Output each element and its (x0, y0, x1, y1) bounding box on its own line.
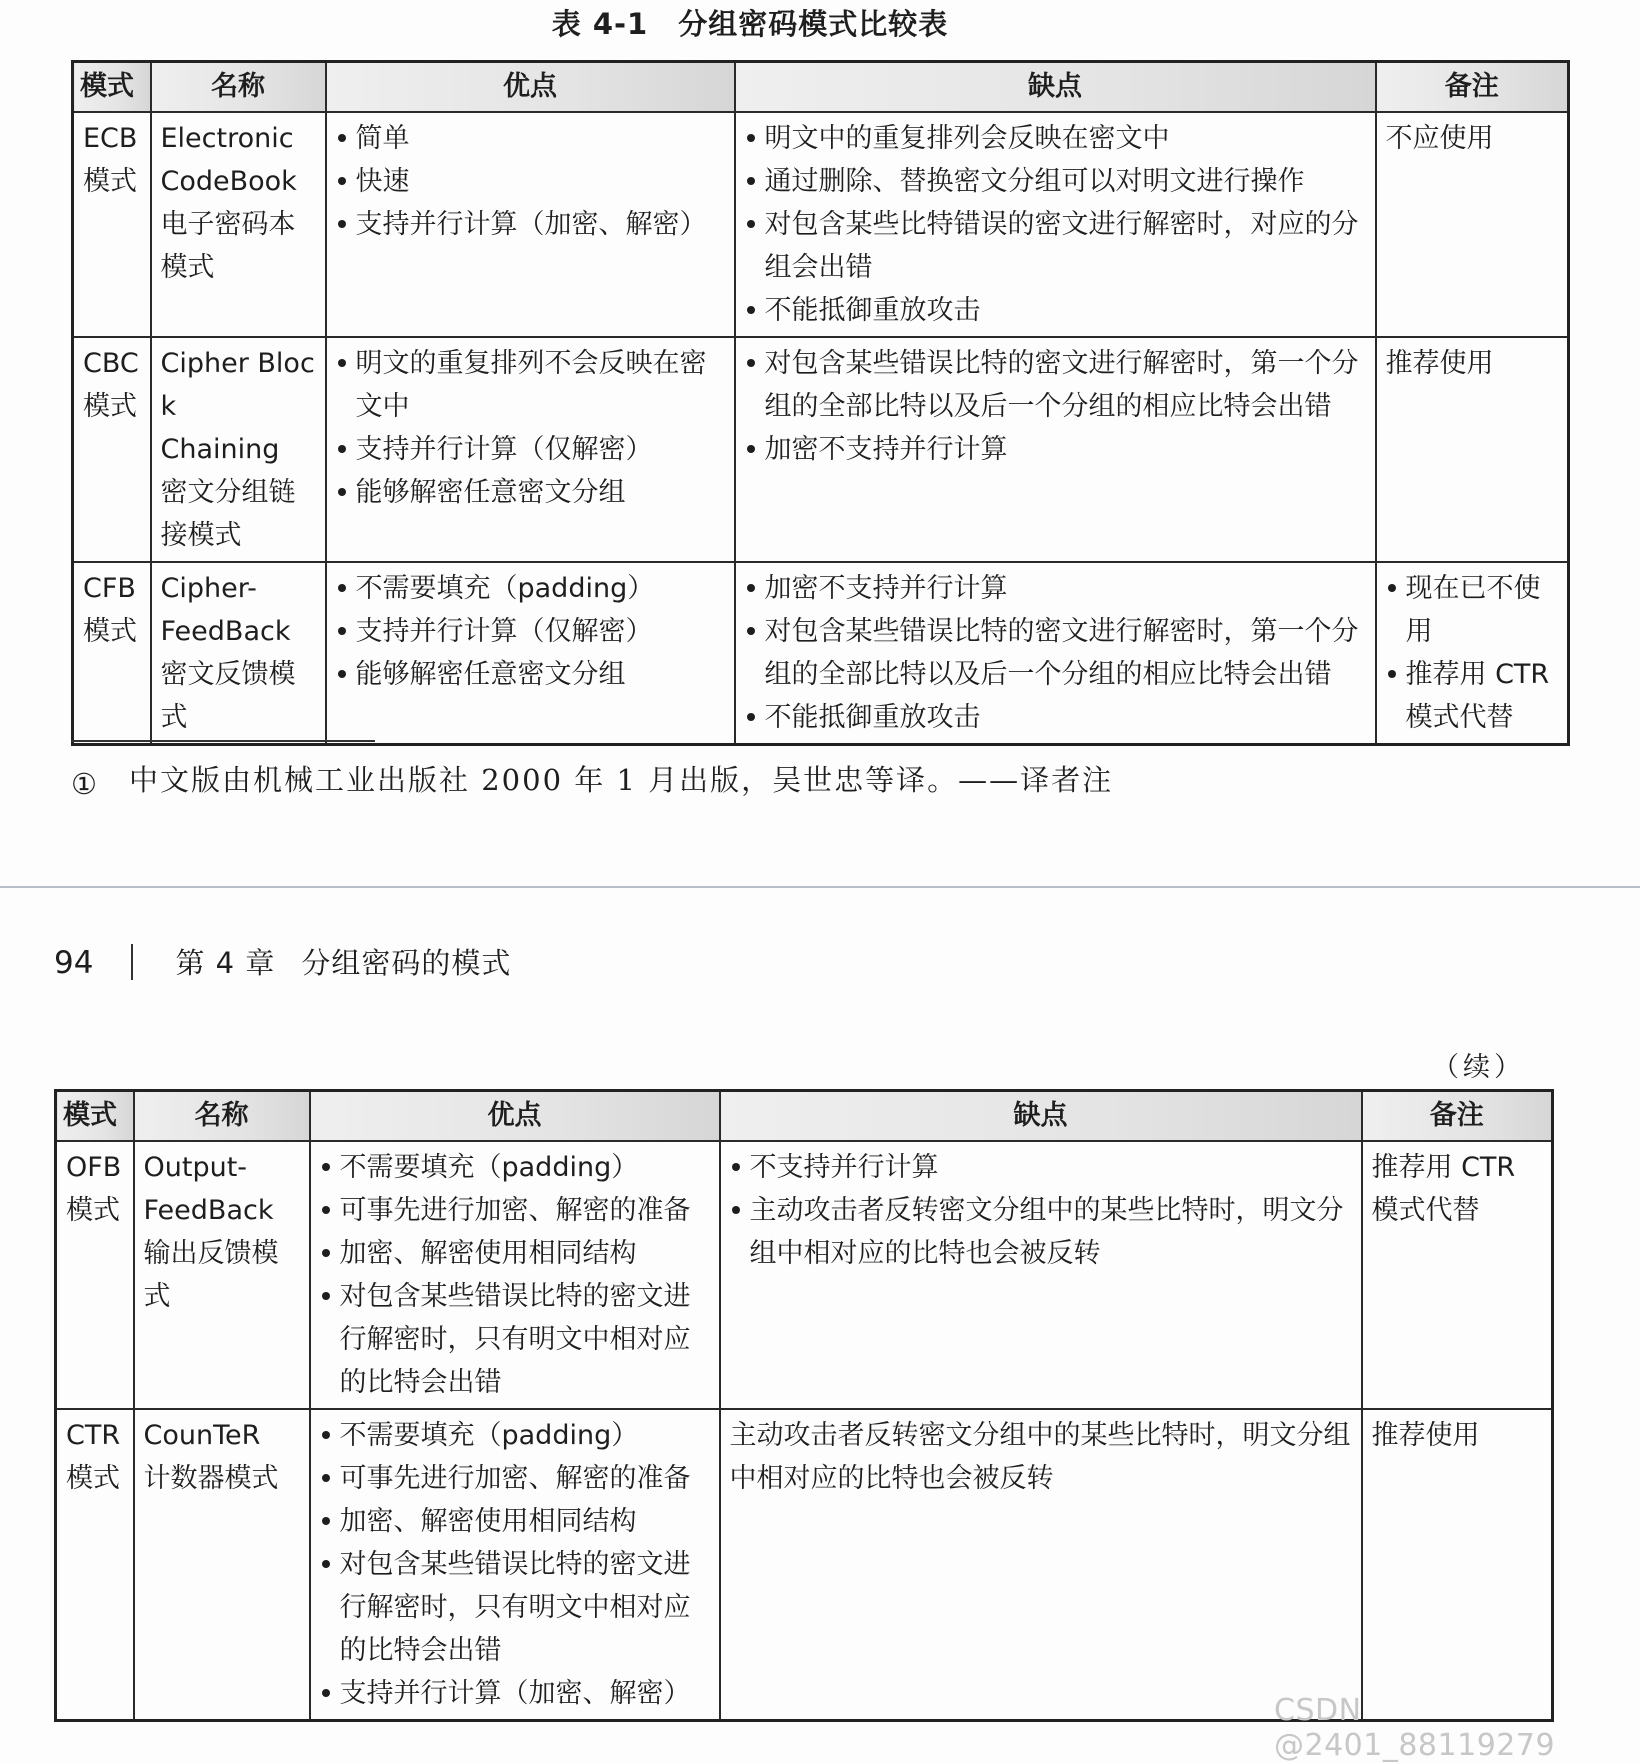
list-item: 能够解密任意密文分组 (336, 471, 726, 514)
table-row-cbc (73, 337, 1569, 562)
col-header-cons: 缺点 (735, 62, 1376, 113)
footnote-rule (71, 740, 375, 742)
table-header-row (73, 62, 1569, 113)
header-separator (131, 944, 133, 980)
col-header-pros: 优点 (326, 62, 735, 113)
col-header-mode: 模式 (56, 1091, 134, 1142)
cell-note: 推荐使用 (1362, 1409, 1553, 1721)
table-row-ofb (56, 1141, 1553, 1409)
col-header-name: 名称 (134, 1091, 310, 1142)
list-item: 加密、解密使用相同结构 (320, 1500, 711, 1543)
col-header-mode: 模式 (73, 62, 151, 113)
cell-pros (326, 562, 735, 745)
cell-name: Cipher- FeedBack 密文反馈模 式 (151, 562, 326, 745)
col-header-pros: 优点 (310, 1091, 720, 1142)
table-row-cfb (73, 562, 1569, 745)
cell-mode: CFB 模式 (73, 562, 151, 745)
list-item: 不需要填充（padding） (336, 567, 726, 610)
cell-mode: ECB 模式 (73, 112, 151, 337)
continued-label: （续） (1432, 1052, 1525, 1083)
list-item: 不需要填充（padding） (320, 1414, 711, 1457)
table-caption: 表 4-1 分组密码模式比较表 (551, 7, 949, 41)
col-header-cons: 缺点 (720, 1091, 1362, 1142)
table-row-ecb (73, 112, 1569, 337)
cell-note: 推荐用 CTR 模式代替 (1362, 1141, 1553, 1409)
page-divider (0, 886, 1640, 888)
mode-comparison-table-continued (54, 1089, 1554, 1722)
mode-comparison-table (71, 60, 1570, 746)
cell-note (1376, 562, 1569, 745)
table-header-row (56, 1091, 1553, 1142)
list-item: 可事先进行加密、解密的准备 (320, 1457, 711, 1500)
cell-cons (735, 112, 1376, 337)
cell-name: Output- FeedBack 输出反馈模 式 (134, 1141, 310, 1409)
list-item: 简单 (336, 117, 726, 160)
list-item: 对包含某些错误比特的密文进行解密时，只有明文中相对应的比特会出错 (320, 1275, 711, 1404)
list-item: 对包含某些错误比特的密文进行解密时，第一个分组的全部比特以及后一个分组的相应比特会出错 (745, 342, 1367, 428)
list-item: 快速 (336, 160, 726, 203)
list-item: 明文的重复排列不会反映在密文中 (336, 342, 726, 428)
cell-name: Cipher Block Chaining 密文分组链 接模式 (151, 337, 326, 562)
cell-note: 不应使用 (1376, 112, 1569, 337)
cell-note: 推荐使用 (1376, 337, 1569, 562)
list-item: 支持并行计算（仅解密） (336, 610, 726, 653)
cell-name: CounTeR 计数器模式 (134, 1409, 310, 1721)
chapter-heading: 第 4 章 分组密码的模式 (175, 946, 512, 980)
list-item: 明文中的重复排列会反映在密文中 (745, 117, 1367, 160)
list-item: 加密不支持并行计算 (745, 428, 1367, 471)
list-item: 主动攻击者反转密文分组中的某些比特时，明文分组中相对应的比特也会被反转 (730, 1189, 1353, 1275)
list-item: 不需要填充（padding） (320, 1146, 711, 1189)
list-item: 加密、解密使用相同结构 (320, 1232, 711, 1275)
list-item: 推荐用 CTR 模式代替 (1386, 653, 1560, 739)
list-item: 现在已不使用 (1386, 567, 1560, 653)
list-item: 不支持并行计算 (730, 1146, 1353, 1189)
cell-cons: 主动攻击者反转密文分组中的某些比特时，明文分组中相对应的比特也会被反转 (720, 1409, 1362, 1721)
list-item: 不能抵御重放攻击 (745, 289, 1367, 332)
cell-pros (326, 112, 735, 337)
cell-mode: OFB 模式 (56, 1141, 134, 1409)
col-header-name: 名称 (151, 62, 326, 113)
table-row-ctr (56, 1409, 1553, 1721)
footnote (71, 758, 1113, 799)
cell-name: Electronic CodeBook 电子密码本 模式 (151, 112, 326, 337)
footnote-text: 中文版由机械工业出版社 2000 年 1 月出版，吴世忠等译。——译者注 (129, 763, 1114, 797)
list-item: 通过删除、替换密文分组可以对明文进行操作 (745, 160, 1367, 203)
list-item: 支持并行计算（加密、解密） (336, 203, 726, 246)
list-item: 对包含某些比特错误的密文进行解密时，对应的分组会出错 (745, 203, 1367, 289)
cell-pros (310, 1409, 720, 1721)
cell-pros (310, 1141, 720, 1409)
cell-mode: CTR 模式 (56, 1409, 134, 1721)
watermark: CSDN @2401_88119279 (1274, 1693, 1556, 1763)
cell-cons (720, 1141, 1362, 1409)
list-item: 支持并行计算（加密、解密） (320, 1672, 711, 1715)
col-header-notes: 备注 (1362, 1091, 1553, 1142)
list-item: 对包含某些错误比特的密文进行解密时，只有明文中相对应的比特会出错 (320, 1543, 711, 1672)
list-item: 能够解密任意密文分组 (336, 653, 726, 696)
page-number: 94 (54, 945, 94, 981)
list-item: 对包含某些错误比特的密文进行解密时，第一个分组的全部比特以及后一个分组的相应比特会出错 (745, 610, 1367, 696)
footnote-marker: ① (71, 767, 99, 801)
list-item: 支持并行计算（仅解密） (336, 428, 726, 471)
running-header (54, 941, 511, 982)
list-item: 加密不支持并行计算 (745, 567, 1367, 610)
col-header-notes: 备注 (1376, 62, 1569, 113)
cell-cons (735, 337, 1376, 562)
cell-mode: CBC 模式 (73, 337, 151, 562)
list-item: 不能抵御重放攻击 (745, 696, 1367, 739)
list-item: 可事先进行加密、解密的准备 (320, 1189, 711, 1232)
cell-pros (326, 337, 735, 562)
cell-cons (735, 562, 1376, 745)
